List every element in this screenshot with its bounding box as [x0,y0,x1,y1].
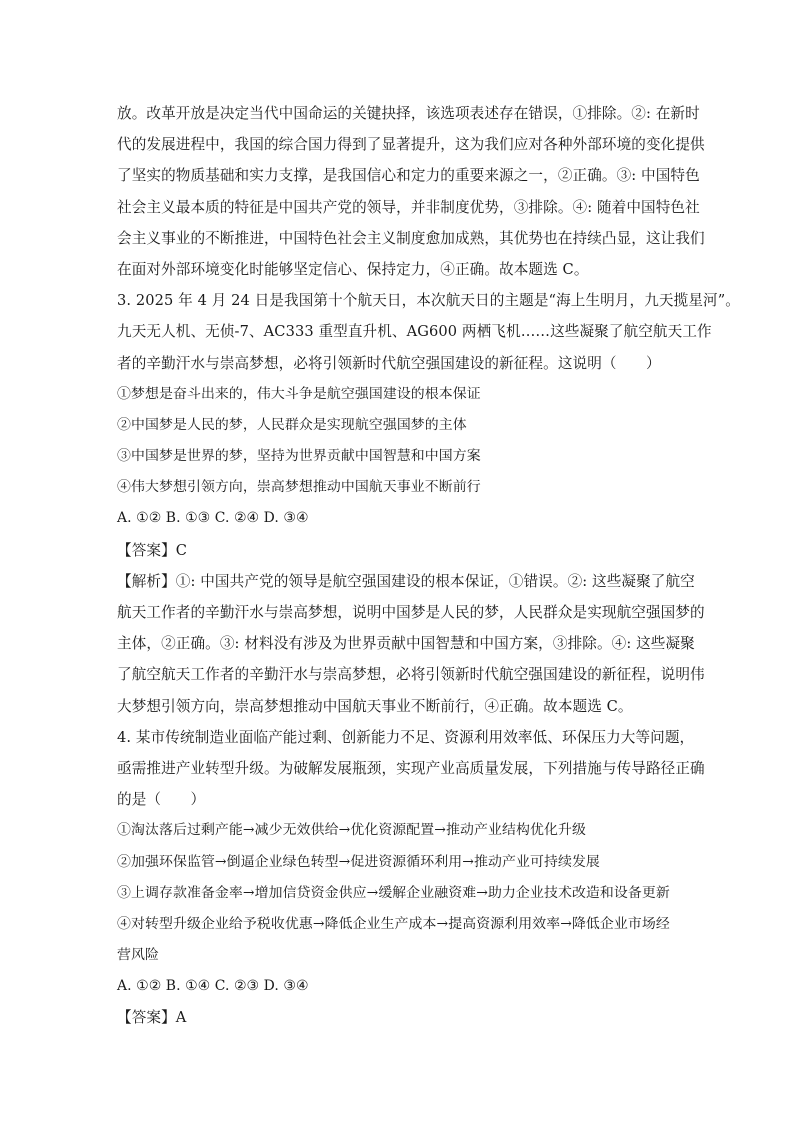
question-4-option: ②加强环保监管→倒逼企业绿色转型→促进资源循环利用→推动产业可持续发展 [117,853,600,870]
question-3-analysis: 大梦想引领方向，崇高梦想推动中国航天事业不断前行，④正确。故本题选 C。 [117,697,633,715]
question-4-answer: 【答案】A [117,1009,187,1027]
question-4-option: ①淘汰落后过剩产能→减少无效供给→优化资源配置→推动产业结构优化升级 [117,822,586,839]
question-4-stem: 亟需推进产业转型升级。为破解发展瓶颈，实现产业高质量发展，下列措施与传导路径正确 [117,759,705,777]
question-3-choices: A. ①② B. ①③ C. ②④ D. ③④ [117,510,309,527]
text-line: 放。改革开放是决定当代中国命运的关键抉择，该选项表述存在错误，①排除。②: 在新时 [117,105,700,122]
text-line: 会主义事业的不断推进，中国特色社会主义制度愈加成熟，其优势也在持续凸显，这让我们 [117,229,705,247]
question-3-option: ①梦想是奋斗出来的，伟大斗争是航空强国建设的根本保证 [117,385,481,402]
question-4-stem: 4. 某市传统制造业面临产能过剩、创新能力不足、资源利用效率低、环保压力大等问题， [117,728,695,746]
question-3-stem: 3. 2025 年 4 月 24 日是我国第十个航天日，本次航天日的主题是“海上生明月，九天揽星河”。 [117,292,740,310]
question-4-option: ③上调存款准备金率→增加信贷资金供应→缓解企业融资难→助力企业技术改造和设备更新 [117,884,670,901]
text-line: 在面对外部环境变化时能够坚定信心、保持定力，④正确。故本题选 C。 [117,260,589,278]
question-3-analysis: 主体，②正确。③: 材料没有涉及为世界贡献中国智慧和中国方案，③排除。④: 这些凝聚 [117,635,695,653]
question-3-analysis: 了航空航天工作者的辛勤汗水与崇高梦想，必将引领新时代航空强国建设的新征程，说明伟 [117,666,705,684]
text-line: 代的发展进程中，我国的综合国力得到了显著提升，这为我们应对各种外部环境的变化提供 [117,136,705,154]
question-3-option: ④伟大梦想引领方向，崇高梦想推动中国航天事业不断前行 [117,479,481,496]
question-3-analysis: 航天工作者的辛勤汗水与崇高梦想，说明中国梦是人民的梦，人民群众是实现航空强国梦的 [117,604,705,621]
question-3-stem: 者的辛勤汗水与崇高梦想，必将引领新时代航空强国建设的新征程。这说明（ ） [117,354,661,372]
question-4-option: 营风险 [117,947,159,964]
question-3-option: ②中国梦是人民的梦，人民群众是实现航空强国梦的主体 [117,416,467,433]
question-3-stem: 九天无人机、无侦-7、AC333 重型直升机、AG600 两栖飞机……这些凝聚了航空航天工作 [117,323,712,341]
question-4-choices: A. ①② B. ①④ C. ②③ D. ③④ [117,978,309,995]
document-page [117,98,740,1034]
question-3-analysis: 【解析】①: 中国共产党的领导是航空强国建设的根本保证，①错误。②: 这些凝聚了航空 [117,572,695,590]
text-line: 社会主义最本质的特征是中国共产党的领导，并非制度优势，③排除。④: 随着中国特色社 [117,198,700,216]
question-4-stem: 的是（ ） [117,791,206,809]
text-line: 了坚实的物质基础和实力支撑，是我国信心和定力的重要来源之一，②正确。③: 中国特色 [117,167,700,185]
question-3-answer: 【答案】C [117,541,188,559]
question-3-option: ③中国梦是世界的梦，坚持为世界贡献中国智慧和中国方案 [117,448,481,465]
question-4-option: ④对转型升级企业给予税收优惠→降低企业生产成本→提高资源利用效率→降低企业市场经 [117,915,670,932]
